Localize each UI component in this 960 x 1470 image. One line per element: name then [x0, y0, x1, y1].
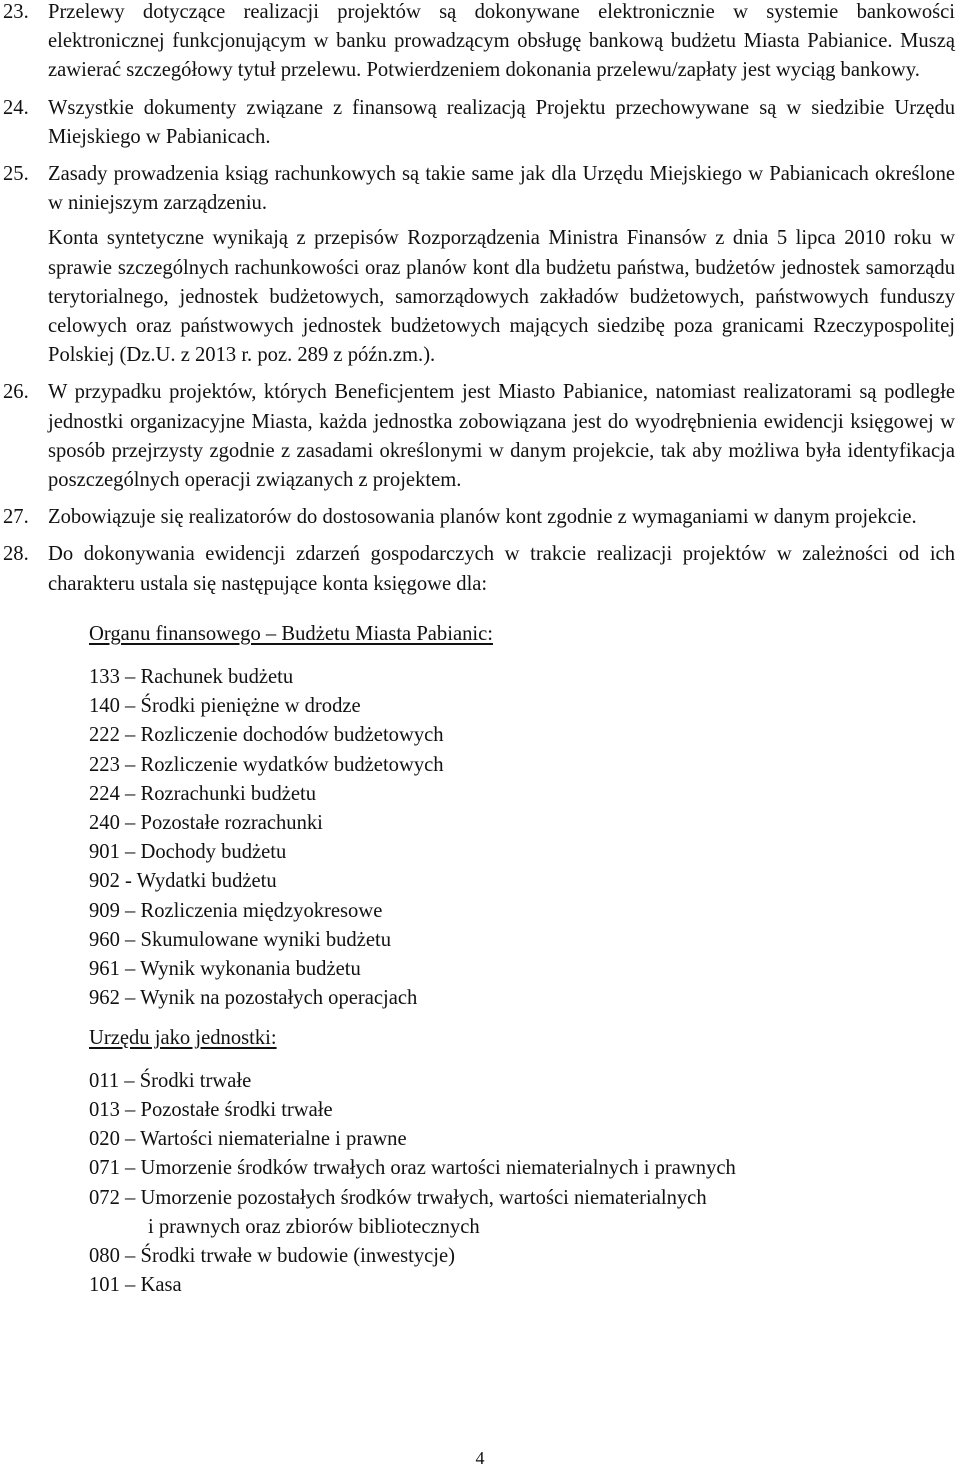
paragraph-number: 27. [3, 506, 29, 529]
urzad-section-heading: Urzędu jako jednostki: [89, 1026, 277, 1049]
organ-account-list [89, 663, 955, 1013]
paragraph-number: 25. [3, 163, 29, 186]
paragraph-text: Zasady prowadzenia ksiąg rachunkowych są takie same jak dla Urzędu Miejskiego w Pabianicach określone w niniejszym zarządzeniu. [48, 163, 955, 215]
account-item: 071 – Umorzenie środków trwałych oraz wartości niematerialnych i prawnych [89, 1157, 736, 1180]
paragraph-text: W przypadku projektów, których Beneficjentem jest Miasto Pabianice, natomiast realizatorami są podległe jednostki organizacyjne Miasta, każda jednostka zobowiązana jest do wyodrębnienia ewidencji księgowej w sposób przejrzysty zgodnie z zasadami określonymi w danym projekcie, tak aby możliwa była identyfikacja poszczególnych operacji związanych z projektem. [48, 381, 955, 492]
paragraph-number: 26. [3, 381, 29, 404]
account-item: 909 – Rozliczenia międzyokresowe [89, 899, 383, 922]
account-item: 222 – Rozliczenie dochodów budżetowych [89, 724, 444, 747]
paragraph-text: Do dokonywania ewidencji zdarzeń gospodarczych w trakcie realizacji projektów w zależności od ich charakteru ustala się następujące konta księgowe dla: [48, 543, 955, 595]
account-item-continuation: i prawnych oraz zbiorów bibliotecznych [148, 1215, 480, 1238]
paragraph-text: Przelewy dotyczące realizacji projektów są dokonywane elektronicznie w systemie bankowości elektronicznej funkcjonującym w banku prowadzącym obsługę bankową budżetu Miasta Pabianice. Muszą zawierać szczegółowy tytuł przelewu. Potwierdzeniem dokonania przelewu/zapłaty jest wyciąg bankowy. [48, 1, 955, 82]
paragraph-26 [0, 378, 955, 495]
paragraph-number: 28. [3, 543, 29, 566]
organ-section-heading: Organu finansowego – Budżetu Miasta Pabianic: [89, 622, 493, 645]
paragraph-25 [0, 160, 955, 218]
account-item: 020 – Wartości niematerialne i prawne [89, 1128, 407, 1151]
paragraph-25-continuation: Konta syntetyczne wynikają z przepisów Rozporządzenia Ministra Finansów z dnia 5 lipca 2010 roku w sprawie szczególnych rachunkowości oraz planów kont dla budżetu państwa, budżetów jednostek samorządu terytorialnego, jednostek budżetowych, samorządowych zakładów budżetowych, państwowych funduszy celowych oraz państwowych jednostek budżetowych mających siedzibę poza granicami Rzeczypospolitej Polskiej (Dz.U. z 2013 r. poz. 289 z późn.zm.). [48, 227, 955, 367]
paragraph-28 [0, 540, 955, 598]
paragraph-number: 24. [3, 96, 29, 119]
paragraph-text: Zobowiązuje się realizatorów do dostosowania planów kont zgodnie z wymaganiami w danym projekcie. [48, 506, 917, 529]
account-item: 240 – Pozostałe rozrachunki [89, 812, 323, 835]
account-item-text: 072 – Umorzenie pozostałych środków trwałych, wartości niematerialnych [89, 1186, 707, 1209]
account-item: 962 – Wynik na pozostałych operacjach [89, 987, 418, 1010]
account-item: 961 – Wynik wykonania budżetu [89, 958, 361, 981]
account-item: 080 – Środki trwałe w budowie (inwestycje) [89, 1244, 456, 1267]
page-number: 4 [475, 1448, 485, 1468]
account-item: 101 – Kasa [89, 1274, 182, 1297]
account-item: 960 – Skumulowane wyniki budżetu [89, 928, 392, 951]
account-item: 011 – Środki trwałe [89, 1069, 252, 1092]
account-item: 133 – Rachunek budżetu [89, 666, 294, 689]
paragraph-number: 23. [3, 1, 29, 23]
paragraph-27 [0, 503, 955, 532]
account-item: 140 – Środki pieniężne w drodze [89, 695, 361, 718]
account-item-072 [89, 1184, 955, 1242]
account-item: 901 – Dochody budżetu [89, 841, 287, 864]
paragraph-23 [0, 0, 955, 86]
account-item: 223 – Rozliczenie wydatków budżetowych [89, 753, 444, 776]
paragraph-text: Wszystkie dokumenty związane z finansową realizacją Projektu przechowywane są w siedzibie Urzędu Miejskiego w Pabianicach. [48, 96, 955, 148]
account-item: 902 - Wydatki budżetu [89, 870, 277, 893]
account-item: 013 – Pozostałe środki trwałe [89, 1098, 333, 1121]
account-item: 224 – Rozrachunki budżetu [89, 782, 317, 805]
paragraph-24 [0, 94, 955, 152]
urzad-account-list [89, 1067, 955, 1301]
